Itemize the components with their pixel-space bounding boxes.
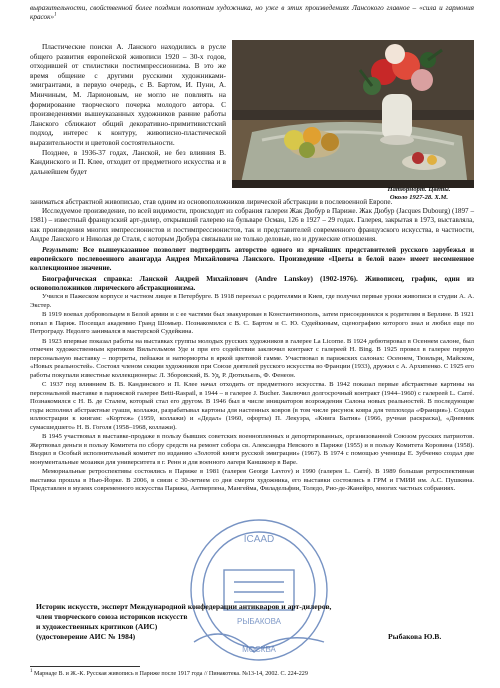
left-column [30,42,226,176]
stamp-city-text: МОСКВА [242,645,276,654]
credential-line: и художественных критиков (АИС) [36,622,158,631]
stamp-org-text: ICAAD [243,534,275,545]
expert-name: Рыбакова Ю.В. [388,632,442,641]
still-life-painting [232,40,474,188]
footnote-ref: 1 [54,12,57,18]
bio-paragraph: В 1945 участвовал в выставке-продаже в пользу бывших советских военнопленных и депортированных, организованной Союзом русских патриотов. Жертвовал деньги в пользу Комитета по сбору средств на ремонт собора св. Александра Невского в Париже (1955) и в пользу Комитета Коровина (1958). Входил в Особый исполнительный комитет по изданию «Золотой книги русской эмиграции» (1967). В 1974 с помощью ученицы Е. Зубченко создал две монументальные мозаики для университета в г. Ренн и для военного лагеря Каншкоер в Варе. [30,433,474,466]
paragraph-later-start: Позднее, в 1936-37 годах, Ланской, не без влияния В. Кандинского и П. Клее, отходит от предметного искусства и в дальнейшем будет [30,147,226,176]
bio-paragraph: Мемориальные ретроспективы состоялись в Париже в 1981 (галерея George Lavrov) и 1990 (галерея L. Carré). В 1989 большая ретроспективная выставка прошла в Нью-Йорке. В 2006, в связи с 30-летием со дня смерти художника, его выставки состоялись в ГРМ и ГМИИ им. А.С. Пушкина. Представлен в музеях современного искусства Парижа, Антверпена, Мангейма, Филадельфии, Толедо, Рио-де-Жанейро, многих частных собраниях. [30,468,474,493]
bio-paragraph: С 1937 под влиянием В. В. Кандинского и П. Клее начал отходить от предметного искусства. В 1942 показал первые абстрактные картины на персональной выставке в парижской галерее Bettі-Raspail, в 1944 – в галерее J. Bucher. Заключил долгосрочный контракт (1944–1960) с галереей L. Carré. Познакомился с Н. В. де Сталем, который стал его другом. В 1946 был в числе инициаторов возрождения Салона новых реальностей. В последующие годы исполнял абстрактные гуаши, коллажи, разрабатывал картоны для настенных ковров (в том числе рисунок ковра для теплохода «Франция»). Создал иллюстрации к книгам: «Кортеж» (1959, коллажи) и «Дедал» (1960, офорты) П. Лекуэра, «Книга Бытия» (1966, ручная раскраска), «Дневник сумасшедшего» Н. В. Гоголя (1958–1968, коллажи). [30,381,474,431]
expert-credentials [36,602,396,642]
expert-stamp [184,512,334,672]
credential-line: (удостоверение АИС № 1984) [36,632,136,641]
artwork-photo [232,40,474,188]
footnote-divider [30,666,140,667]
bio-paragraph: В 1919 воевал добровольцем в Белой армии и с ее частями был эвакуирован в Константинополь, затем присоединился к родителям в Берлине. В 1921 попал в Париж. Посещал академию Гранд Шомьер. Познакомился с В. С. Бартом и С. Ю. Судейкиным, сценографию которого знал и любил еще по Петрограду. Недолго занимался в мастерской Судейкина. [30,311,474,336]
biography [30,293,474,494]
stamp-name-text: РЫБАКОВА [236,617,282,626]
intro-paragraph [30,4,474,22]
caption-title: Натюрморт. Цветы. [387,186,451,193]
bio-heading: Биографическая справка: Ланской Андрей Михайлович (Andre Lanskoy) (1902-1976). Живописец, график, один из основоположников лирического абстракционизма. [30,274,474,292]
result-label: Результат: [42,246,79,255]
footnote-text: Марнаде В. и Ж.-К. Русская живопись в Париже после 1917 года // Пинакотека. №13-14, 2002. С. 224-229 [34,671,308,677]
paragraph-plastic-searches: Пластические поиски А. Ланского находились в русле общего развития европейской живописи 1920 – 30-х годов, отходившей от стилистики постимпрессионизма. В это же время общение с другими русскими художниками-эмигрантами, в первую очередь, с В. Бартом, И. Пуни, А. Минчиным, М. Ларионовым, не могло не повлиять на формирование творческого почерка молодого автора. С произведениями вышеуказанных художников ранние работы Ланского сближают общий декоративно-примитивистский подход, интерес к контуру, живописно-пластической выразительности и цветовой состоятельности. [30,42,226,147]
intro-text: выразительности, свойственной более поздним полотнам художника, но уже в этих произведениях Лансокого главное – «сила и гармония красок» [30,4,474,21]
result-text: Все вышеуказанное позволяет подтвердить авторство одного из ярчайших представителей русского зарубежья и европейского послевоенного авангарда Андрея Михайловича Ланского. Произведение «Цветы в белой вазе» имеет несомненное коллекционное значение. [30,246,474,273]
paragraph-later-continued: заниматься абстрактной живописью, став одним из основоположников лирической абстракции в послевоенной Европе. [30,198,393,206]
main-text [30,198,474,495]
footnote-mark: 1 [30,668,33,674]
bio-paragraph: В 1923 впервые показал работы на выставках группы молодых русских художников в галерее La Licorne. В 1924 дебютировал в Осеннем салоне, был отмечен художественным критиком Вильгельмом Уде и при его содействии заключил контракт с галереей Н. Bing. В 1925 провел в галерее первую персональную выставку – портреты, пейзажи и натюрморты в яркой цветовой гамме. Участвовал в парижских салонах: Осеннем, Тюильри, Майском, «Новых реальностей». Состоял членом секции художников при Союзе деятелей русского искусства во Франции (1933), дружил с А. Архипенко. С 1925 его работы покупали известные коллекционеры: Л. Зборовский, В. Уд, Р. Дютильель, Ф. Фенеон. [30,337,474,379]
footnote [30,668,474,679]
caption-date: Около 1927-28. Х.М. [389,193,449,201]
bio-paragraph: Учился в Пажеском корпусе и частном лицее в Петербурге. В 1918 переехал с родителями в Киев, где получил первые уроки живописи в студии А. А. Экстер. [30,293,474,309]
result-paragraph [30,246,474,274]
paragraph-provenance: Исследуемое произведение, по всей видимости, происходит из собрания галереи Жак Дюбур в Париже. Жак Дюбур (Jacques Dubourg) (1897 – 1981) – известный французский арт-дилер, открывший галерею на бульваре Осман, 126 в 1927 – 29 годах. Галерея, закрытая в 1973, выставляла, как произведения многих импрессионистов и постимпрессионистов, так и представителей современного французского искусства, в частности, Андре Ланского и Николая де Сталя, с которым Дюбура связывали не только деловые, но и дружеские отношения. [30,207,474,243]
credential-line: Историк искусств, эксперт Международной конфедерации антикваров и арт-дилеров, [36,602,332,611]
credential-line: член творческого союза историков искусств [36,612,188,621]
